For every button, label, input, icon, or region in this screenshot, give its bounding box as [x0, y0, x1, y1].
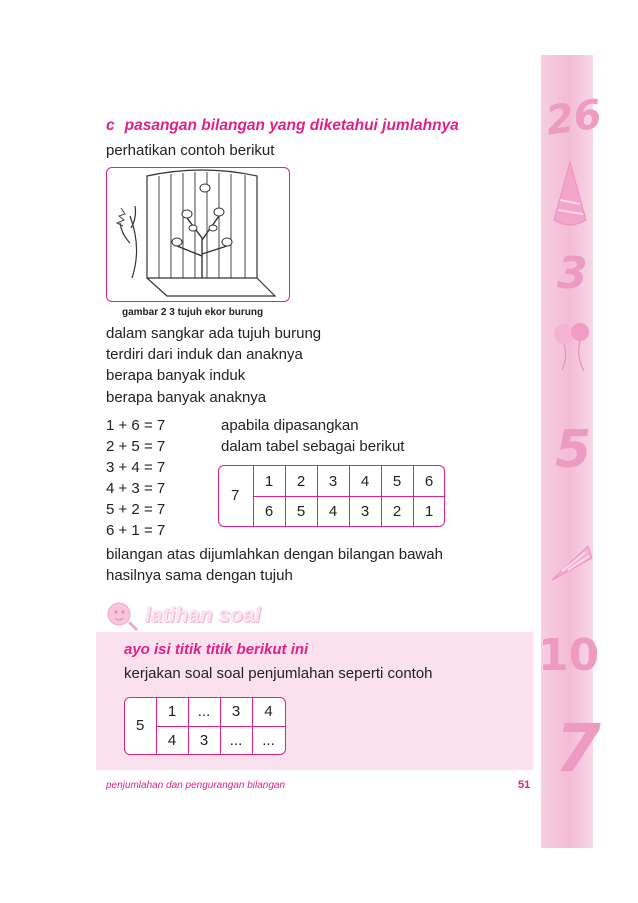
mascot-icon: [105, 600, 141, 632]
sidebar-number: 3: [557, 248, 588, 299]
exercise-banner-title: latihan soal: [145, 604, 261, 627]
exercise-table-total: 5: [136, 717, 145, 734]
story-line: terdiri dari induk dan anaknya: [106, 346, 303, 363]
exercise-table-bottom-cell[interactable]: 4: [167, 732, 177, 749]
pair-table-top-cell: 3: [328, 473, 338, 490]
page-number: 51: [518, 779, 531, 791]
equation: 2 + 5 = 7: [106, 438, 166, 455]
conclusion-text: hasilnya sama dengan tujuh: [106, 567, 293, 584]
intro-text: perhatikan contoh berikut: [106, 142, 275, 159]
pair-table-bottom-cell: 5: [296, 503, 306, 520]
equation: 6 + 1 = 7: [106, 522, 166, 539]
sidebar-number: 7: [555, 710, 601, 787]
section-heading: [106, 117, 459, 135]
section-title: pasangan bilangan yang diketahui jumlahnya: [124, 117, 459, 134]
pairing-text: dalam tabel sebagai berikut: [221, 438, 405, 455]
exercise-heading: ayo isi titik titik berikut ini: [124, 641, 309, 658]
conclusion-text: bilangan atas dijumlahkan dengan bilangan bawah: [106, 546, 443, 563]
pair-table-bottom-cell: 3: [360, 503, 370, 520]
exercise-table-bottom-cell[interactable]: 3: [199, 732, 209, 749]
pair-table-top-cell: 1: [264, 473, 274, 490]
exercise-table: [124, 697, 286, 755]
pair-table-top-cell: 5: [392, 473, 402, 490]
bird-cage-illustration: [106, 167, 290, 302]
pair-table-total: 7: [231, 487, 240, 504]
exercise-table-top-cell[interactable]: 3: [231, 703, 241, 720]
equation: 5 + 2 = 7: [106, 501, 166, 518]
exercise-table-top-cell[interactable]: 4: [264, 703, 273, 720]
pair-table-bottom-cell: 2: [392, 503, 402, 520]
party-horn-icon: [548, 540, 596, 590]
sidebar-number: 5: [555, 420, 592, 480]
sidebar-number: 26: [543, 91, 605, 145]
exercise-table-bottom-cell[interactable]: ...: [229, 732, 243, 749]
pair-table-top-cell: 4: [360, 473, 370, 490]
pair-table-bottom-cell: 1: [424, 503, 434, 520]
equation: 1 + 6 = 7: [106, 417, 166, 434]
story-line: berapa banyak induk: [106, 367, 246, 384]
pair-table: [218, 465, 445, 527]
balloons-icon: [548, 318, 596, 388]
footer-subject: penjumlahan dan pengurangan bilangan: [106, 780, 286, 791]
equation: 3 + 4 = 7: [106, 459, 166, 476]
equation: 4 + 3 = 7: [106, 480, 166, 497]
exercise-instruction: kerjakan soal soal penjumlahan seperti contoh: [124, 665, 433, 682]
sidebar-number: 10: [538, 630, 600, 681]
pair-table-top-cell: 6: [424, 473, 434, 490]
exercise-table-top-cell[interactable]: 1: [167, 703, 177, 720]
party-hat-icon: [550, 160, 590, 240]
story-line: berapa banyak anaknya: [106, 389, 267, 406]
figure-caption: gambar 2 3 tujuh ekor burung: [122, 307, 264, 318]
section-letter: c: [106, 117, 115, 134]
pairing-text: apabila dipasangkan: [221, 417, 359, 434]
pair-table-bottom-cell: 6: [264, 503, 274, 520]
bird-cage-drawing: [107, 168, 290, 302]
pair-table-top-cell: 2: [296, 473, 306, 490]
exercise-table-top-cell[interactable]: ...: [197, 703, 211, 720]
pair-table-bottom-cell: 4: [328, 503, 338, 520]
story-line: dalam sangkar ada tujuh burung: [106, 325, 322, 342]
exercise-table-bottom-cell[interactable]: ...: [262, 732, 275, 749]
